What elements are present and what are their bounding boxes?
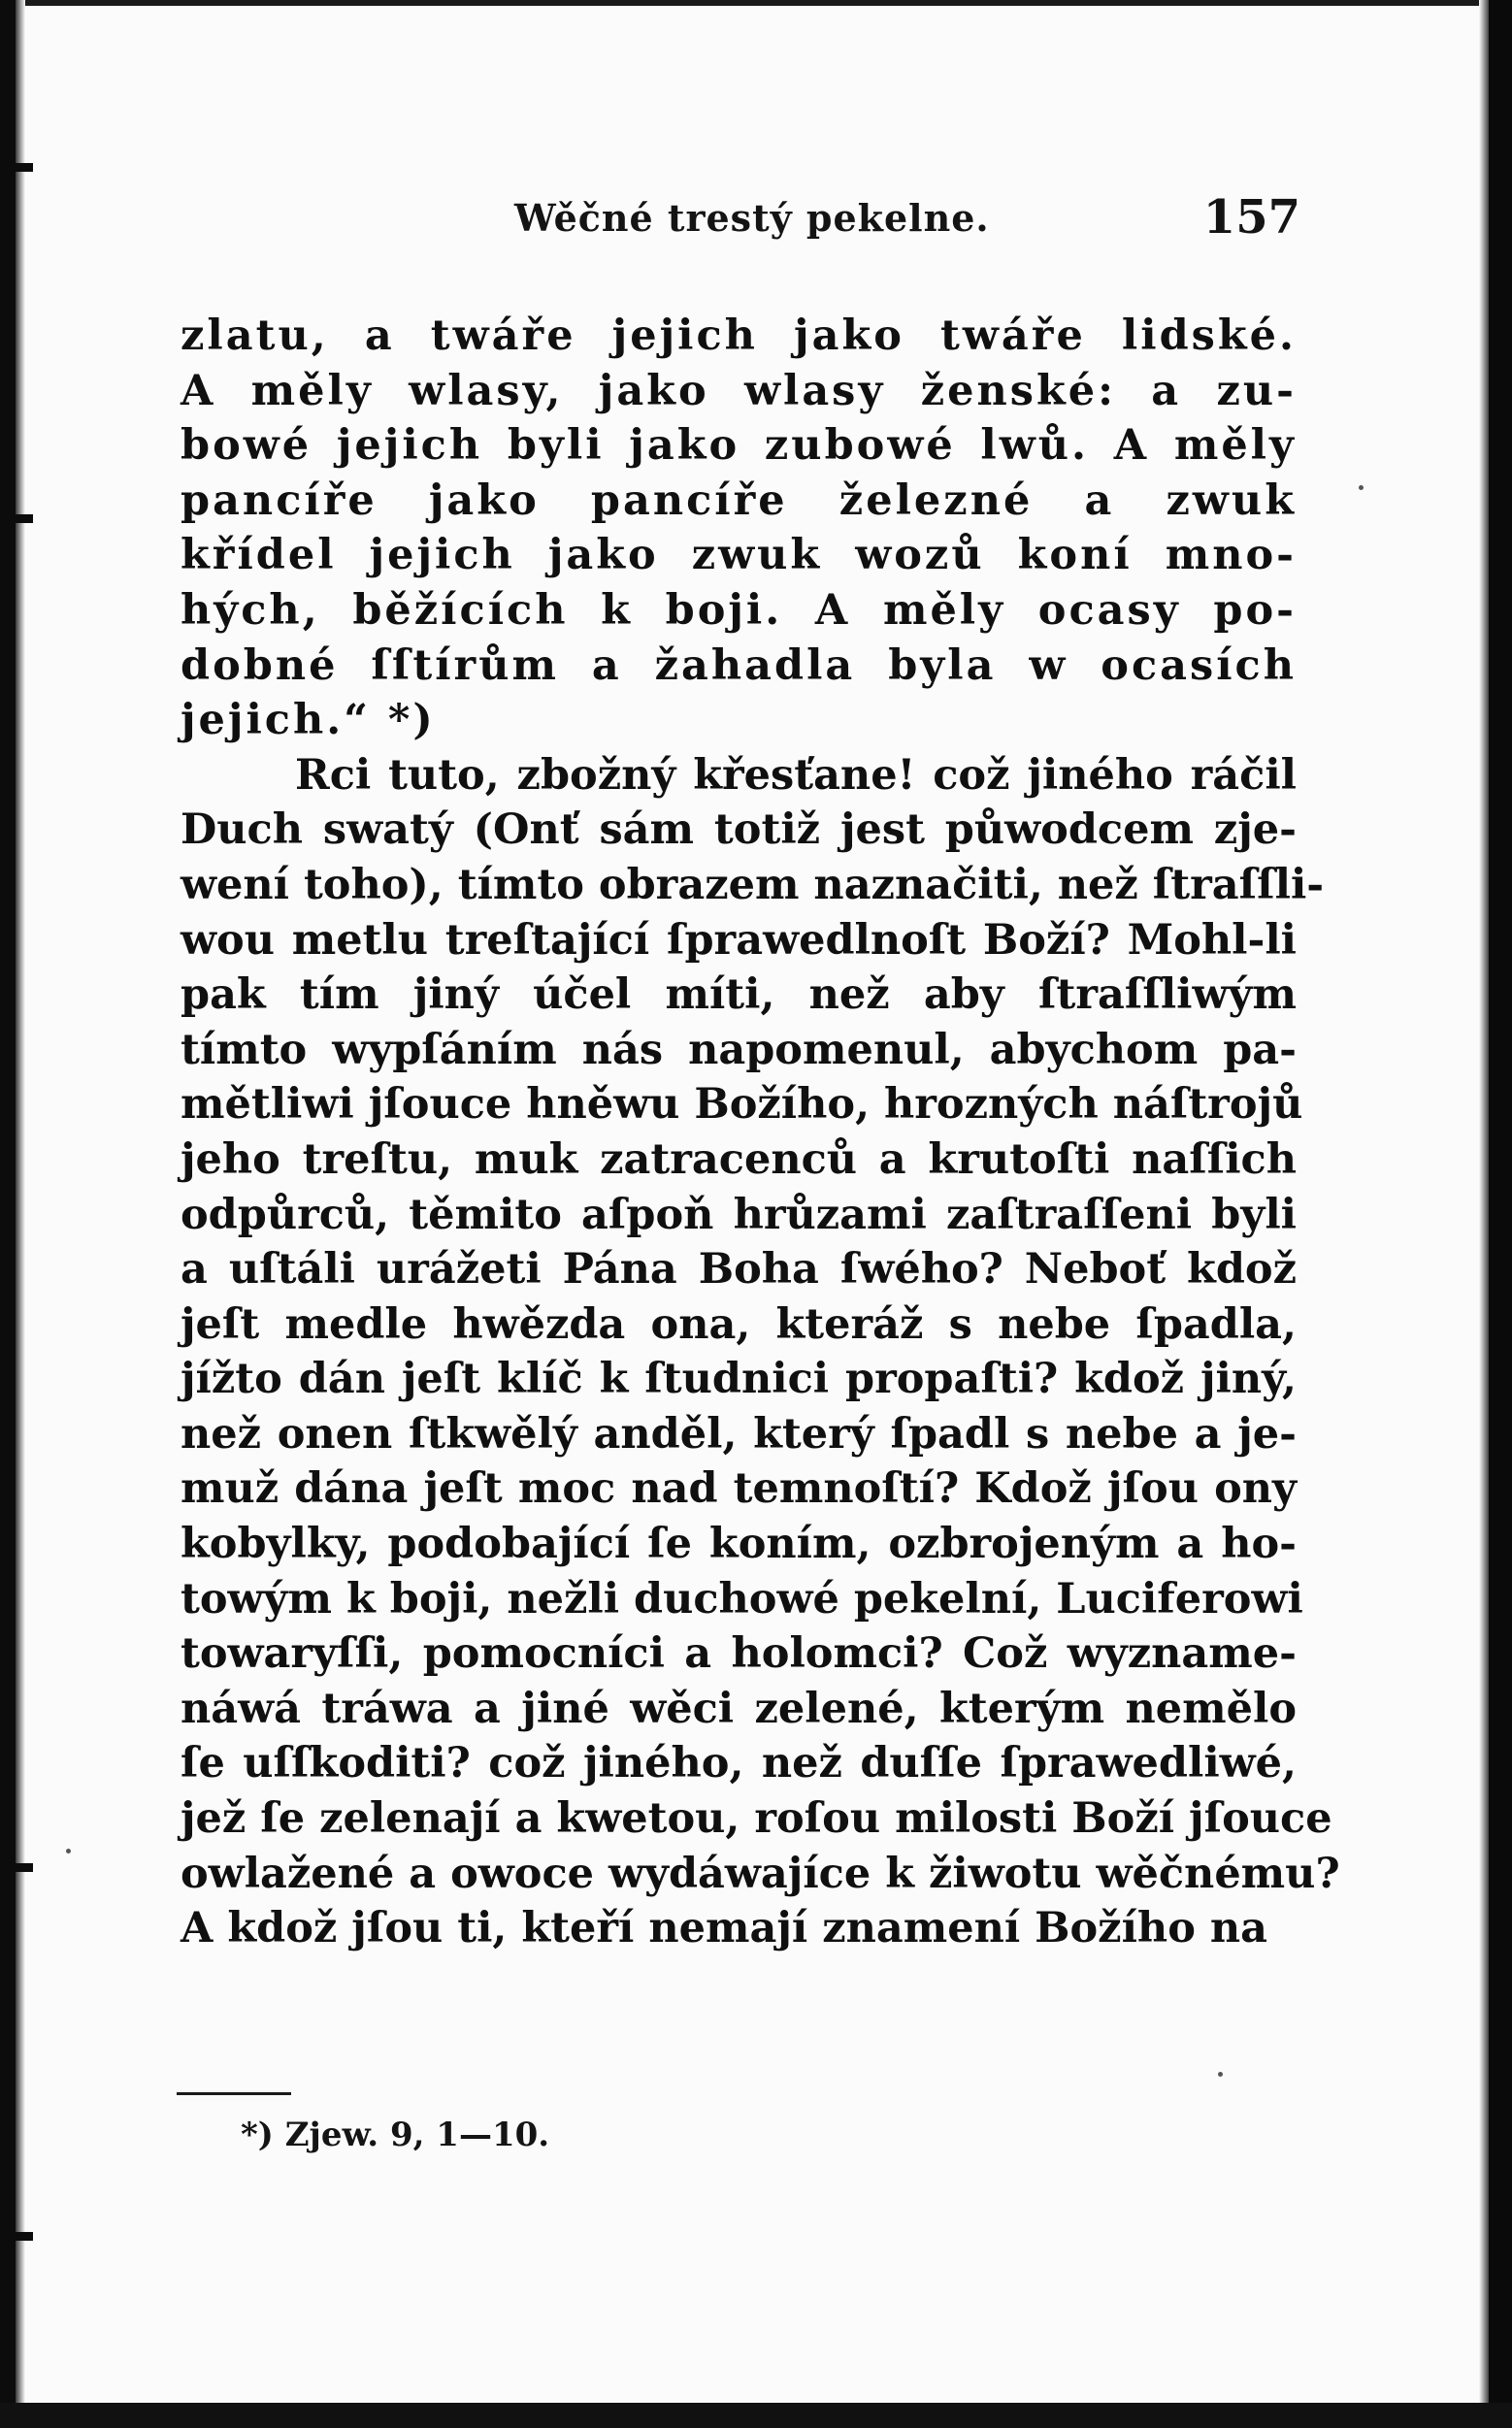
scan-edge-left: [0, 0, 16, 2428]
binding-mark: [0, 1863, 33, 1872]
binding-mark: [0, 2232, 33, 2241]
body-text: [181, 309, 1340, 1956]
scan-edge-bottom: [0, 2403, 1512, 2428]
text-line: tímto wypſáním nás napomenul, abychom pa-: [181, 1025, 1297, 1074]
page-number: 157: [1202, 190, 1300, 245]
text-line: Duch swatý (Onť sám totiž jest půwodcem zje-: [181, 805, 1297, 855]
scan-speck: [1218, 2072, 1223, 2077]
scan-speck: [66, 1849, 71, 1854]
text-line: křídel jejich jako zwuk wozů koní mno-: [181, 531, 1297, 580]
text-line: jež ſe zelenají a kwetou, roſou milosti Boží jſouce: [181, 1794, 1332, 1844]
text-line: zlatu, a twáře jejich jako twáře lidské.: [181, 312, 1297, 360]
text-line: bowé jejich byli jako zubowé lwů. A měly: [181, 421, 1297, 471]
text-line: dobné ſſtírům a žahadla byla w ocasích: [181, 640, 1297, 690]
text-line: kobylky, podobající ſe koním, ozbrojeným a ho-: [181, 1520, 1297, 1569]
page-header: [184, 190, 1300, 258]
paragraph-first-line: Rci tuto, zbožný křesťane! což jiného ráčil: [295, 750, 1297, 800]
binding-mark: [0, 163, 33, 172]
footnote-rule: [177, 2092, 291, 2095]
text-line: pak tím jiný účel míti, než aby ſtraſſliwým: [181, 970, 1297, 1020]
text-line: hých, běžících k boji. A měly ocasy po-: [181, 585, 1297, 635]
text-line: mětliwi jſouce hněwu Božího, hrozných náſtrojů: [181, 1080, 1303, 1130]
text-line: než onen ſtkwělý anděl, který ſpadl s nebe a je-: [181, 1409, 1297, 1459]
footnote: *) Zjew. 9, 1—10.: [241, 2116, 550, 2154]
scan-edge-right-shadow: [1479, 0, 1489, 2428]
text-line: náwá tráwa a jiné wěci zelené, kterým nemělo: [181, 1684, 1297, 1733]
text-line: jeſt medle hwězda ona, kteráž s nebe ſpadla,: [181, 1299, 1297, 1349]
text-line: jejich.“ *): [181, 696, 436, 745]
text-line: muž dána jeſt moc nad temnoſtí? Kdož jſou ony: [181, 1464, 1297, 1514]
text-line: A kdož jſou ti, kteří nemají znamení Božího na: [181, 1904, 1267, 1953]
scan-edge-top: [0, 0, 1512, 6]
text-line: ſe uſſkoditi? což jiného, než duſſe ſprawedliwé,: [181, 1739, 1297, 1788]
text-line: a uſtáli urážeti Pána Boha ſwého? Neboť kdož: [181, 1245, 1297, 1295]
scan-speck: [1359, 485, 1364, 490]
text-line: odpůrců, těmito aſpoň hrůzami zaſtraſſeni byli: [181, 1190, 1297, 1239]
text-line: A měly wlasy, jako wlasy ženské: a zu-: [181, 366, 1297, 415]
scan-edge-right: [1489, 0, 1512, 2428]
text-line: wení toho), tímto obrazem naznačiti, než ſtraſſli-: [181, 860, 1325, 909]
text-line: towaryſſi, pomocníci a holomci? Což wyzname-: [181, 1629, 1297, 1679]
text-line: owlažené a owoce wydáwajíce k žiwotu wěčnému?: [181, 1849, 1340, 1898]
binding-mark: [0, 514, 33, 523]
text-line: jeho treſtu, muk zatracenců a krutoſti naſſich: [181, 1134, 1297, 1184]
text-line: jížto dán jeſt klíč k ſtudnici propaſti? kdož jiný,: [181, 1355, 1297, 1404]
text-line: pancíře jako pancíře železné a zwuk: [181, 476, 1297, 525]
text-line: wou metlu treſtající ſprawedlnoſt Boží? Mohl-li: [181, 915, 1297, 965]
scan-edge-left-shadow: [16, 0, 25, 2428]
text-line: towým k boji, nežli duchowé pekelní, Luciferowi: [181, 1574, 1303, 1624]
running-title: Wěčné trestý pekelne.: [514, 196, 990, 240]
